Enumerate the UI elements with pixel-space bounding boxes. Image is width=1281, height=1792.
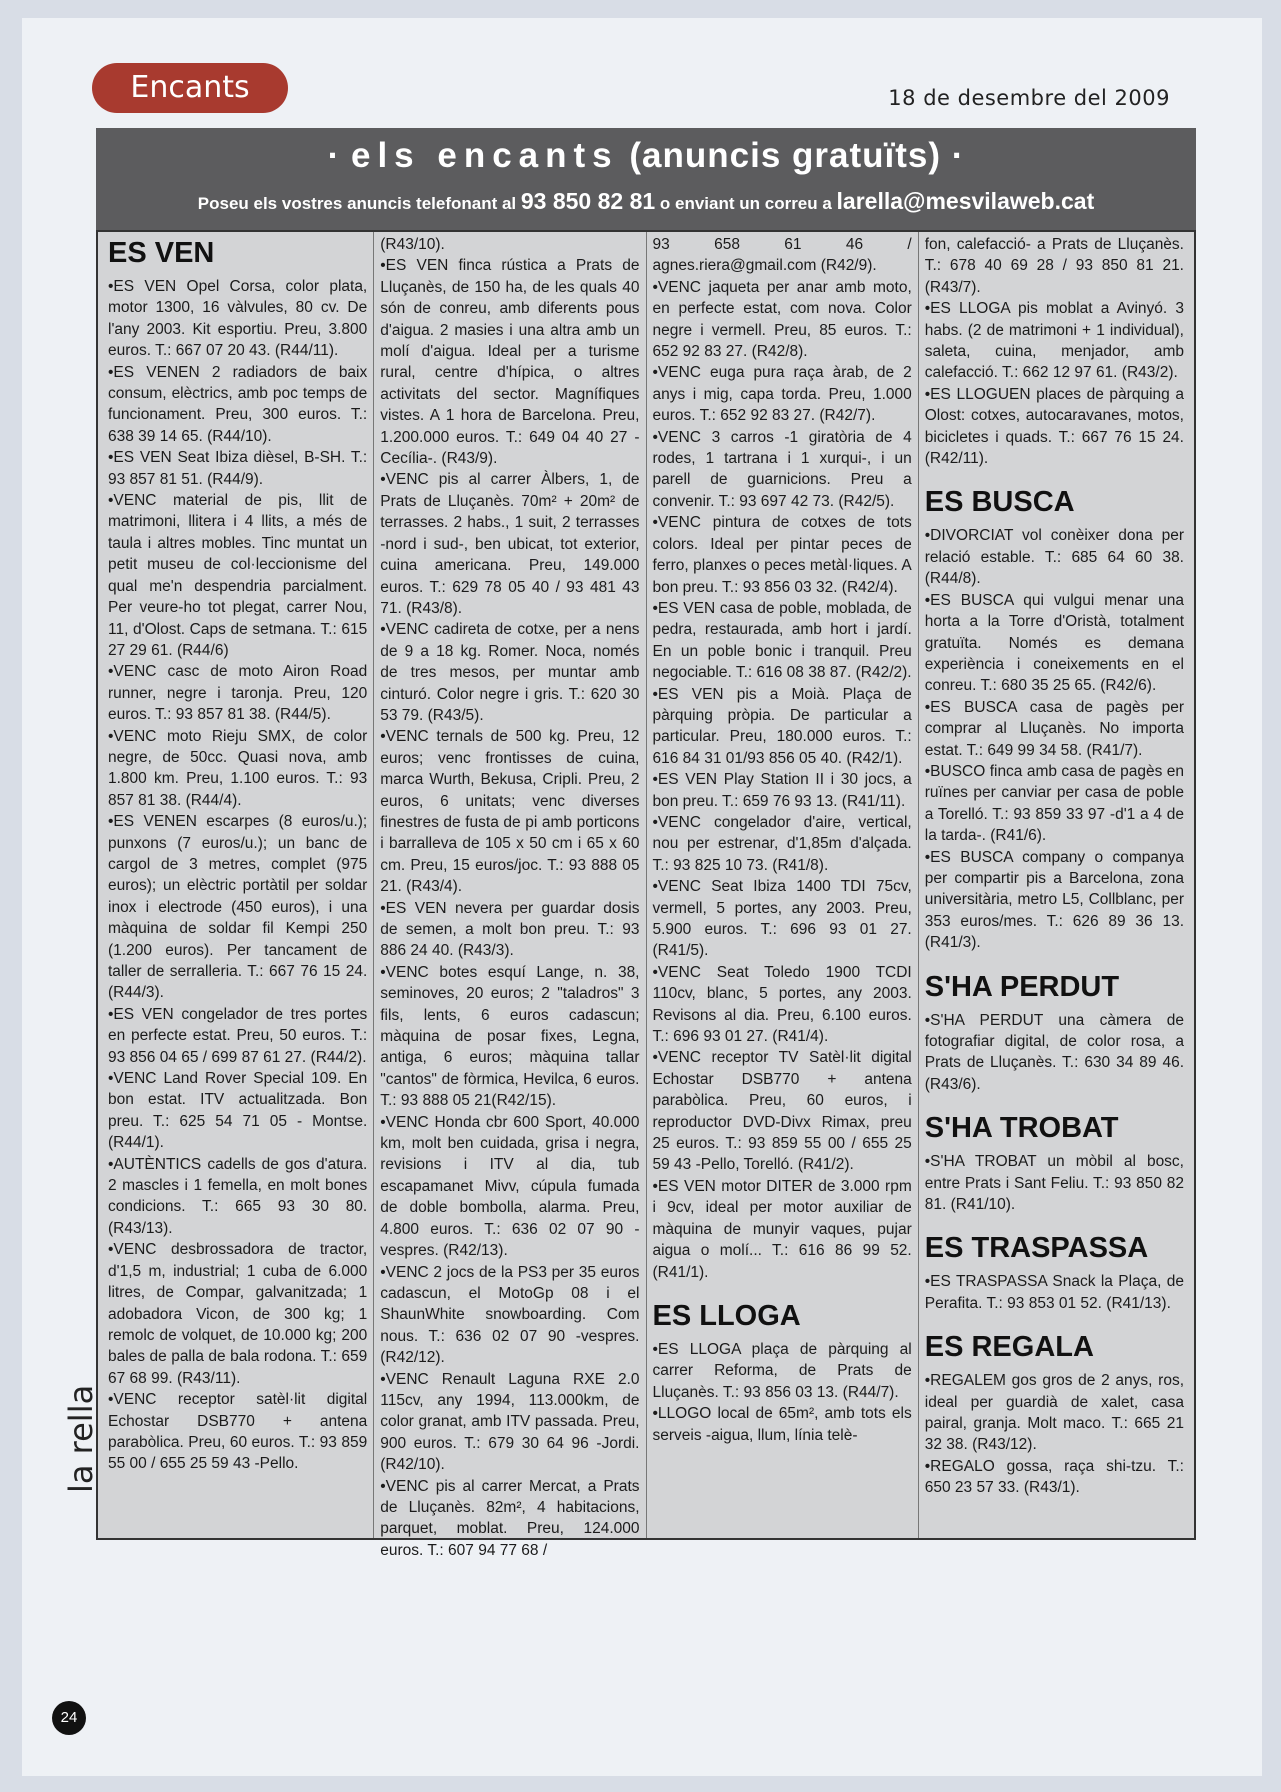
- issue-date: 18 de desembre del 2009: [888, 86, 1170, 110]
- classified-ad: •ES VEN Opel Corsa, color plata, motor 1300, 16 vàlvules, 80 cv. De l'any 2003. Kit esportiu. Preu, 3.800 euros. T.: 667 07 20 43. (R44/11).: [108, 278, 368, 360]
- section-heading: ES TRASPASSA: [924, 1232, 1149, 1265]
- classified-ad: •LLOGO local de 65m², amb tots els serveis -aigua, llum, línia telè-: [652, 1405, 912, 1444]
- banner-subtitle: [96, 188, 1196, 215]
- classified-ad: •VENC cadireta de cotxe, per a nens de 9 a 18 kg. Romer. Noca, només de tres mesos, per muntar amb cinturó. Color negre i gris. T.: 620 30 53 79. (R43/5).: [380, 621, 640, 724]
- banner-title-rest: (anuncis gratuïts) ·: [618, 136, 965, 175]
- classified-ad: •REGALEM gos gros de 2 anys, ros, ideal per guardià de xalet, casa pairal, granja. Molt maco. T.: 665 21 32 38. (R43/12).: [924, 1372, 1184, 1454]
- magazine-name: la rella: [62, 1384, 100, 1493]
- classified-ad: •ES VEN casa de poble, moblada, de pedra, restaurada, amb hort i jardí. En un poble bonic i tranquil. Preu negociable. T.: 616 08 38 87. (R42/2).: [652, 599, 912, 682]
- classified-ad: •ES VENEN escarpes (8 euros/u.); punxons (7 euros/u.); un banc de cargol de 3 metres, complet (975 euros); un elèctric portàtil per soldar inox i electrode (450 euros), i una màquina de soldar fil Kempi 250 (1.200 euros). Per tancament de taller de serralleria. T.: 667 76 15 24. (R44/3).: [108, 813, 368, 1002]
- classified-ad: •VENC Honda cbr 600 Sport, 40.000 km, molt ben cuidada, grisa i negra, revisions i ITV al dia, tub escapamanet Mivv, cúpula fumada de doble bombolla, alarma. Preu, 4.800 euros. T.: 636 02 07 90 -vespres. (R42/13).: [380, 1113, 640, 1260]
- magazine-page: [22, 18, 1262, 1776]
- section-heading: S'HA PERDUT: [924, 970, 1120, 1003]
- ads-column: [919, 232, 1190, 1538]
- classified-ad: •VENC pis al carrer Àlbers, 1, de Prats de Lluçanès. 70m² + 20m² de terrasses. 2 habs., 1 suit, 2 terrasses -nord i sud-, ben ubicat, tot exterior, cuina americana. Preu, 149.000 euros. T.: 629 78 05 40 / 93 481 43 71. (R43/8).: [380, 471, 640, 617]
- classified-ad: •DIVORCIAT vol conèixer dona per relació estable. T.: 685 64 60 38. (R44/8).: [924, 527, 1184, 588]
- classified-ad: •S'HA TROBAT un mòbil al bosc, entre Prats i Sant Feliu. T.: 93 850 82 81. (R41/10).: [924, 1153, 1184, 1214]
- banner-title-spaced: els encants: [350, 136, 619, 175]
- classified-ad: •VENC 2 jocs de la PS3 per 35 euros cadascun, el MotoGp 08 i el ShaunWhite snowboarding. Com nous. T.: 636 02 07 90 -vespres. (R42/12).: [380, 1263, 640, 1367]
- classified-ad: •VENC euga pura raça àrab, de 2 anys i mig, capa torda. Preu, 1.000 euros. T.: 652 92 83 27. (R42/7).: [652, 364, 912, 425]
- classified-ad: •VENC Seat Ibiza 1400 TDI 75cv, vermell, 5 portes, any 2003. Preu, 5.900 euros. T.: 696 93 01 27. (R41/5).: [652, 878, 912, 960]
- classified-ad: •VENC receptor TV Satèl·lit digital Echostar DSB770 + antena parabòlica. Preu, 60 euros, i reproductor DVD-Divx Rimax, preu 25 euros. T.: 93 859 55 00 / 655 25 59 43 -Pello, Torelló. (R41/2).: [652, 1049, 912, 1174]
- section-tab: Encants: [92, 63, 288, 113]
- classified-ad: •VENC desbrossadora de tractor, d'1,5 m, industrial; 1 cuba de 6.000 litres, de Compar, galvanitzada; 1 adobadora Vicon, de 300 kg; 1 remolc de volquet, de 10.000 kg; 200 bales de palla de bala rodona. T.: 659 67 68 99. (R43/11).: [108, 1241, 368, 1387]
- classified-ad: •VENC Land Rover Special 109. En bon estat. ITV actualitzada. Bon preu. T.: 625 54 71 05 - Montse. (R44/1).: [108, 1070, 368, 1152]
- classified-ad: •VENC botes esquí Lange, n. 38, seminoves, 20 euros; 2 "taladros" 3 fils, lents, 6 euros cadascun; màquina de posar fixes, Legna, antiga, 6 euros; màquina tallar "cantos" de fòrmica, Hevilca, 6 euros. T.: 93 888 05 21(R42/15).: [380, 963, 640, 1110]
- classified-ad: •ES VEN motor DITER de 3.000 rpm i 9cv, ideal per motor auxiliar de màquina de munyir vaques, pujar aigua o molí... T.: 616 86 99 52. (R41/1).: [652, 1177, 912, 1281]
- classified-ad: •ES LLOGA pis moblat a Avinyó. 3 habs. (2 de matrimoni + 1 individual), saleta, cuina, menjador, amb calefacció. T.: 662 12 97 61. (R43/2).: [924, 300, 1184, 382]
- classified-ad: •ES VEN Play Station II i 30 jocs, a bon preu. T.: 659 76 93 13. (R41/11).: [652, 771, 912, 810]
- classified-ad: (R43/10).: [380, 236, 445, 253]
- classified-ad: •ES VEN congelador de tres portes en perfecte estat. Preu, 50 euros. T.: 93 856 04 65 / 699 87 61 27. (R44/2).: [108, 1005, 368, 1066]
- classified-ad: •VENC ternals de 500 kg. Preu, 12 euros; venc frontisses de cuina, marca Wurth, Bekusa, Cripli. Preu, 2 euros, 6 unitats; venc diverses finestres de fusta de pi amb porticons i barralleva de 105 x 50 cm i 65 x 60 cm. Preu, 15 euros/joc. T.: 93 888 05 21. (R43/4).: [380, 728, 640, 896]
- classified-ad: •VENC Renault Laguna RXE 2.0 115cv, any 1994, 113.000km, de color granat, amb ITV passada. Preu, 900 euros. T.: 679 30 64 96 -Jordi. (R42/10).: [380, 1370, 640, 1474]
- classified-ad: •BUSCO finca amb casa de pagès en ruïnes per canviar per casa de poble a Torelló. T.: 93 859 33 97 -d'1 a 4 de la tarda-. (R41/6).: [924, 762, 1184, 845]
- classified-ad: fon, calefacció- a Prats de Lluçanès. T.: 678 40 69 28 / 93 850 81 21. (R43/7).: [924, 236, 1184, 296]
- section-heading: ES BUSCA: [924, 486, 1075, 519]
- banner-email: larella@mesvilaweb.cat: [836, 188, 1095, 214]
- banner-sub-mid: o enviant un correu a: [655, 194, 837, 213]
- classified-ad: •AUTÈNTICS cadells de gos d'atura. 2 mascles i 1 femella, en molt bones condicions. T.: 665 93 30 80. (R43/13).: [108, 1155, 368, 1237]
- banner-sub-pre: Poseu els vostres anuncis telefonant al: [197, 194, 521, 213]
- classified-ad: •VENC jaqueta per anar amb moto, en perfecte estat, com nova. Color negre i vermell. Preu, 85 euros. T.: 652 92 83 27. (R42/8).: [652, 278, 912, 361]
- classified-ad: •ES BUSCA casa de pagès per comprar al Lluçanès. No importa estat. T.: 649 99 34 58. (R41/7).: [924, 698, 1184, 759]
- section-heading: ES LLOGA: [652, 1299, 801, 1332]
- classified-ad: •VENC material de pis, llit de matrimoni, llitera i 4 llits, a més de taula i altres mobles. Tinc muntat un petit museu de col·leccionisme del qual me'n despendria parcialment. Per veure-ho tot plegat, carrer Nou, 11, d'Olost. Caps de setmana. T.: 615 27 29 61. (R44/6): [108, 492, 368, 659]
- classified-ad: •ES BUSCA qui vulgui menar una horta a la Torre d'Oristà, totalment gratuïta. Només es demana experiència i coneixements en el conreu. T.: 680 35 25 65. (R42/6).: [924, 591, 1184, 695]
- classified-ad: •ES TRASPASSA Snack la Plaça, de Perafita. T.: 93 853 01 52. (R41/13).: [924, 1273, 1184, 1312]
- page-number: 24: [52, 1701, 86, 1735]
- classified-ad: •ES LLOGUEN places de pàrquing a Olost: cotxes, autocaravanes, motos, bicicletes i quads. T.: 667 76 15 24. (R42/11).: [924, 385, 1184, 468]
- classified-ad: 93 658 61 46 / agnes.riera@gmail.com (R42/9).: [652, 236, 912, 275]
- classified-ad: •VENC receptor satèl·lit digital Echostar DSB770 + antena parabòlica. Preu, 60 euros. T.: 93 859 55 00 / 655 25 59 43 -Pello.: [108, 1391, 368, 1473]
- classified-ad: •ES VEN pis a Moià. Plaça de pàrquing pròpia. De particular a particular. Preu, 180.000 euros. T.: 616 84 31 01/93 856 05 40. (R42/1).: [652, 685, 912, 767]
- banner-title: [96, 136, 1196, 176]
- classified-ad: •ES VEN nevera per guardar dosis de semen, a molt bon preu. T.: 93 886 24 40. (R43/3).: [380, 899, 640, 960]
- classified-ad: •ES BUSCA company o companya per compartir pis a Barcelona, zona universitària, metro L5, Collblanc, per 353 euros/mes. T.: 626 89 36 13. (R41/3).: [924, 848, 1184, 952]
- classifieds-box: [96, 230, 1196, 1559]
- classified-ad: •ES LLOGA plaça de pàrquing al carrer Reforma, de Prats de Lluçanès. T.: 93 856 03 13. (R44/7).: [652, 1340, 912, 1401]
- classified-ad: •VENC Seat Toledo 1900 TCDI 110cv, blanc, 5 portes, any 2003. Revisons al dia. Preu, 6.100 euros. T.: 696 93 01 27. (R41/4).: [652, 963, 912, 1046]
- classified-ad: •ES VENEN 2 radiadors de baix consum, elèctrics, amb poc temps de funcionament. Preu, 300 euros. T.: 638 39 14 65. (R44/10).: [108, 363, 368, 445]
- ads-column: [374, 232, 646, 1559]
- classified-ad: •VENC 3 carros -1 giratòria de 4 rodes, 1 tartrana i 1 xurqui-, i un parell de guarnicions. Preu a convenir. T.: 93 697 42 73. (R42/5).: [652, 428, 912, 510]
- classifieds-columns: [102, 232, 1190, 1559]
- classified-ad: •ES VEN finca rústica a Prats de Lluçanès, de 150 ha, de les quals 40 són de conreu, amb diferents pous d'aigua. 2 masies i una altra amb un molí d'aigua. Ideal per a turisme rural, centre d'hípica, o altres activitats del sector. Magnífiques vistes. A 1 hora de Barcelona. Preu, 1.200.000 euros. T.: 649 04 40 27 -Cecília-. (R43/9).: [380, 257, 640, 468]
- ads-column: [647, 232, 919, 1538]
- section-heading: ES VEN: [108, 237, 215, 269]
- section-heading: ES REGALA: [924, 1331, 1094, 1364]
- banner-title-lead: ·: [327, 136, 351, 175]
- ads-column: [102, 232, 374, 1538]
- classified-ad: •ES VEN Seat Ibiza dièsel, B-SH. T.: 93 857 81 51. (R44/9).: [108, 449, 368, 488]
- classified-ad: •S'HA PERDUT una càmera de fotografiar digital, de color rosa, a Prats de Lluçanès. T.: 630 34 89 46. (R43/6).: [924, 1011, 1184, 1093]
- classified-ad: •VENC pis al carrer Mercat, a Prats de Lluçanès. 82m², 4 habitacions, parquet, moblat. Preu, 124.000 euros. T.: 607 94 77 68 /: [380, 1477, 640, 1559]
- classifieds-banner: [96, 128, 1196, 230]
- classified-ad: •VENC pintura de cotxes de tots colors. Ideal per pintar peces de ferro, planxes o peces metàl·liques. A bon preu. T.: 93 856 03 32. (R42/4).: [652, 514, 912, 596]
- section-heading: S'HA TROBAT: [924, 1112, 1119, 1145]
- classified-ad: •VENC casc de moto Airon Road runner, negre i taronja. Preu, 120 euros. T.: 93 857 81 38. (R44/5).: [108, 663, 368, 724]
- classified-ad: •VENC congelador d'aire, vertical, nou per estrenar, d'1,85m d'alçada. T.: 93 825 10 73. (R41/8).: [652, 813, 912, 874]
- classified-ad: •VENC moto Rieju SMX, de color negre, de 50cc. Quasi nova, amb 1.800 km. Preu, 1.100 euros. T.: 93 857 81 38. (R44/4).: [108, 727, 368, 809]
- banner-phone: 93 850 82 81: [520, 188, 656, 214]
- classified-ad: •REGALO gossa, raça shi-tzu. T.: 650 23 57 33. (R43/1).: [924, 1457, 1184, 1497]
